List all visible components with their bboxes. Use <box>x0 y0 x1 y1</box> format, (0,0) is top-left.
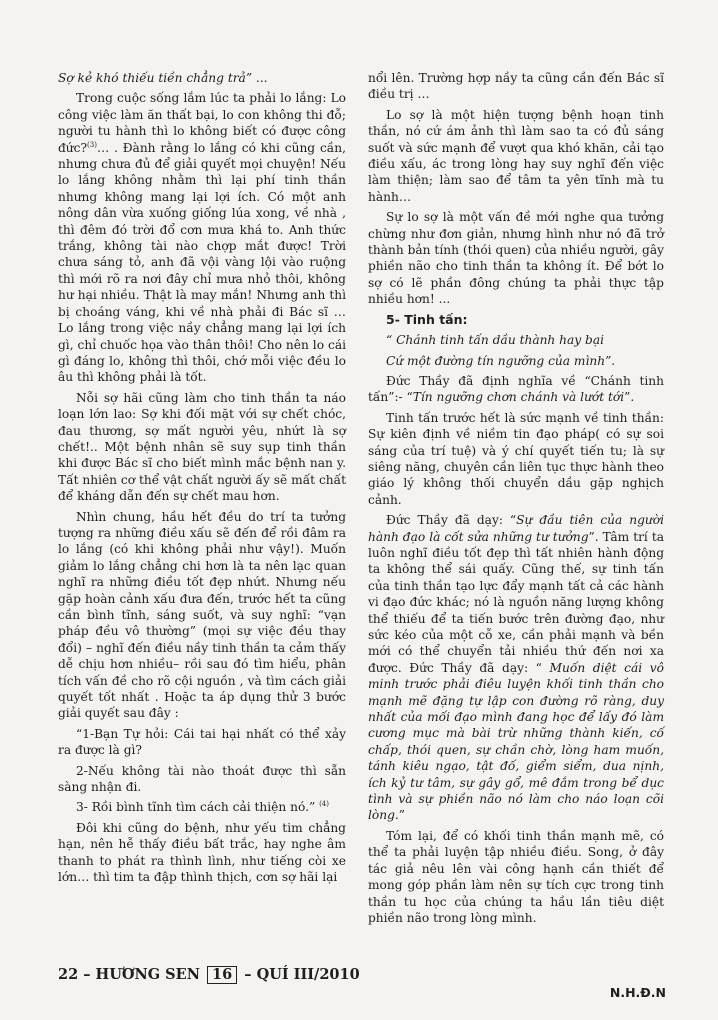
right-column <box>368 70 664 930</box>
paragraph: Đôi khi cũng do bệnh, như yếu tim chẳng hạn, nên hễ thấy điều bất trắc, hay nghe âm thanh to phát ra thình lình, như tiếng còi xe lớn… thì tim ta đập thình thịch, cơn sợ hãi lại <box>58 820 346 885</box>
emphasis-text: Muốn diệt cái vô minh trước phải điêu luyện khối tinh thần cho mạnh mẽ đặng tự lập con đường rõ ràng, duy nhất của mối đạo mình đang học để lấy đó làm cương mục mà bài trừ những thành kiến, cố chấp, thói quen, sự chần chờ, lòng ham muốn, tánh kiêu ngạo, tật đố, giểm siểm, dua nịnh, ích kỷ tư tâm, sự gây gổ, mê đắm trong bể dục tình và sự phiền não nó làm cho náo loạn cõi lòng. <box>368 660 665 823</box>
author-signature: N.H.Đ.N <box>609 985 666 1000</box>
text-run: ”. <box>624 390 635 405</box>
paragraph: 2-Nếu không tài nào thoát được thì sẵn sàng nhận đi. <box>58 763 346 795</box>
left-column <box>58 70 346 890</box>
text-run: 3- Rồi bình tĩnh tìm cách cải thiện nó.” <box>76 800 316 815</box>
issue-number-box: 16 <box>207 966 237 984</box>
verse-line: Cứ một đường tín ngưỡng của mình”. <box>386 353 616 368</box>
paragraph <box>58 799 346 815</box>
paragraph: Lo sợ là một hiện tượng bệnh hoạn tinh thần, nó cứ ám ảnh thì làm sao ta có đủ sáng suốt và sức mạnh để vượt qua khó khăn, cải tạo điều xấu, ác trong lòng hay suy nghĩ đến việc làm thiện; làm sao để tâm ta yên tĩnh mà tu hành… <box>368 107 664 204</box>
paragraph <box>58 90 346 385</box>
paragraph: nổi lên. Trường hợp nầy ta cũng cần đến Bác sĩ điều trị … <box>368 71 664 102</box>
footer-issue-label: – QUÍ III/2010 <box>244 966 360 983</box>
section-heading: 5- Tinh tấn: <box>386 311 468 327</box>
text-run: … . Đành rằng lo lắng có khi cũng cần, nhưng chưa đủ để giải quyết mọi chuyện! Nếu lo lắng không nhằm thì lại phí tinh thần nhưng không mang lại lợi ích. Có một anh nông dân vừa xuống giống lúa xong, về nhà , thì đêm đó trời đổ cơn mưa khá to. Anh thức trắng, không tài nào chợp mắt được! Trời chưa sáng tỏ, anh đã vội vàng lội vào ruộng thì mới rõ ra nơi đây chỉ mưa nhỏ thôi, không hư hại nhiều. Thật là may mắn! Nhưng anh thì bị choáng váng, khi về nhà phải đi Bác sĩ … Lo lắng trong việc nầy chẳng mang lại lợi ích gì, chỉ chuốc họa vào thân thôi! Cho nên lo cái gì đáng lo, không thì thôi, chớ mỗi việc đều lo âu thì không phải là tốt. <box>58 140 346 385</box>
text-run: ”. Tâm trí ta luôn nghĩ điều tốt đẹp thì tất nhiên hành động ta không thể sái quấy. Cũng thế, sự tinh tấn của tinh thần tạo lực đẩy mạnh tất cả các hành vi đạo đức khác; nó là nguồn năng lượng không thể thiếu để ta tiến bước trên đường đạo, như sức kéo của một cỗ xe, cần phải mạnh và bền mới có thể chuyển tải nhiều thứ đến nơi xa được. Đức Thầy đã dạy: “ <box>368 529 664 675</box>
proverb-quote: Sợ kẻ khó thiếu tiền chẳng trả” ... <box>58 71 268 85</box>
paragraph <box>58 70 346 86</box>
emphasis-text: Tín ngưỡng chơn chánh và lướt tới <box>412 390 625 405</box>
paragraph: Tinh tấn trước hết là sức mạnh về tinh thần: Sự kiên định về niềm tin đạo pháp( có sự soi sáng của trí tuệ) và ý chí quyết tiến tu; là sự siêng năng, chuyên cần liên tục thực hành theo giáo lý không thối chuyển dầu gặp nghịch cảnh. <box>368 410 664 507</box>
paragraph <box>368 373 664 406</box>
text-run: Đức Thầy đã định nghĩa về “Chánh tinh tấn”:- “ <box>368 373 664 405</box>
paragraph: Tóm lại, để có khối tinh thần mạnh mẽ, có thể ta phải luyện tập nhiều điều. Song, ở đây tác giả nêu lên vài công hạnh cần thiết để mong góp phần làm nên sự tích cực trong tinh thần tu học của chúng ta hầu lần tiêu diệt phiền não trong lòng mình. <box>368 828 664 925</box>
footnote-marker: (4) <box>319 800 329 809</box>
text-run: Trong cuộc sống lắm lúc ta phải lo lắng: Lo công việc làm ăn thất bại, lo con không thi đỗ; người tu hành thì lo không biết có được công đức? <box>58 91 346 155</box>
paragraph: Nhìn chung, hầu hết đều do trí ta tưởng tượng ra những điều xấu sẽ đến để rồi đâm ra lo lắng (có khi không phải như vậy!). Muốn giảm lo lắng chẳng chi hơn là ta nên lạc quan nghĩ ra những điều tốt đẹp nhứt. Nhưng nếu gặp hoàn cảnh xấu đưa đến, trước hết ta cũng cần bình tĩnh, sáng suốt, và suy nghĩ: “vạn pháp đều vô thường” (mọi sự việc đều thay đổi) – nghĩ đến điều nầy tinh thần ta cảm thấy dễ chịu hơn nhiều– rồi sau đó tìm hiểu, phân tích vấn đề cho rõ cội nguồn , và tìm cách giải quyết tốt nhất . Hoặc ta áp dụng thử 3 bước giải quyết sau đây : <box>58 509 346 721</box>
text-run: Đức Thầy đã dạy: “ <box>386 513 517 528</box>
text-run: ” <box>398 808 405 823</box>
paragraph: Nỗi sợ hãi cũng làm cho tinh thần ta náo loạn lớn lao: Sợ khi đối mặt với sự chết chóc, đau thương, sợ mất người yêu, nhứt là sợ chết!.. Một bệnh nhân sẽ suy sụp tinh thần khi được Bác sĩ cho biết mình mắc bệnh nan y. Tất nhiên cơ thể vật chất người ấy sẽ mất chất để kháng dẫn đến sự chết mau hơn. <box>58 390 346 504</box>
footnote-marker: (3) <box>87 140 97 149</box>
paragraph: “1-Bạn Tự hỏi: Cái tai hại nhất có thể xảy ra được là gì? <box>58 726 346 758</box>
footer-page-label: 22 – HƯƠNG SEN <box>58 966 200 983</box>
verse-line: “ Chánh tinh tấn dầu thành hay bại <box>386 333 604 348</box>
paragraph: Sự lo sợ là một vấn đề mới nghe qua tưởng chừng như đơn giản, nhưng hình như nó đã trở thành bản tính (thói quen) của nhiều người, gây phiền não cho tinh thần ta không ít. Để bớt lo sợ có lẽ phần đông chúng ta phải thực tập nhiều hơn! ... <box>368 210 664 307</box>
emphasis-text: Sự đầu tiên của người hành đạo là cốt sửa những tư tưởng <box>368 513 664 544</box>
paragraph <box>368 512 664 824</box>
page-footer <box>58 966 360 984</box>
